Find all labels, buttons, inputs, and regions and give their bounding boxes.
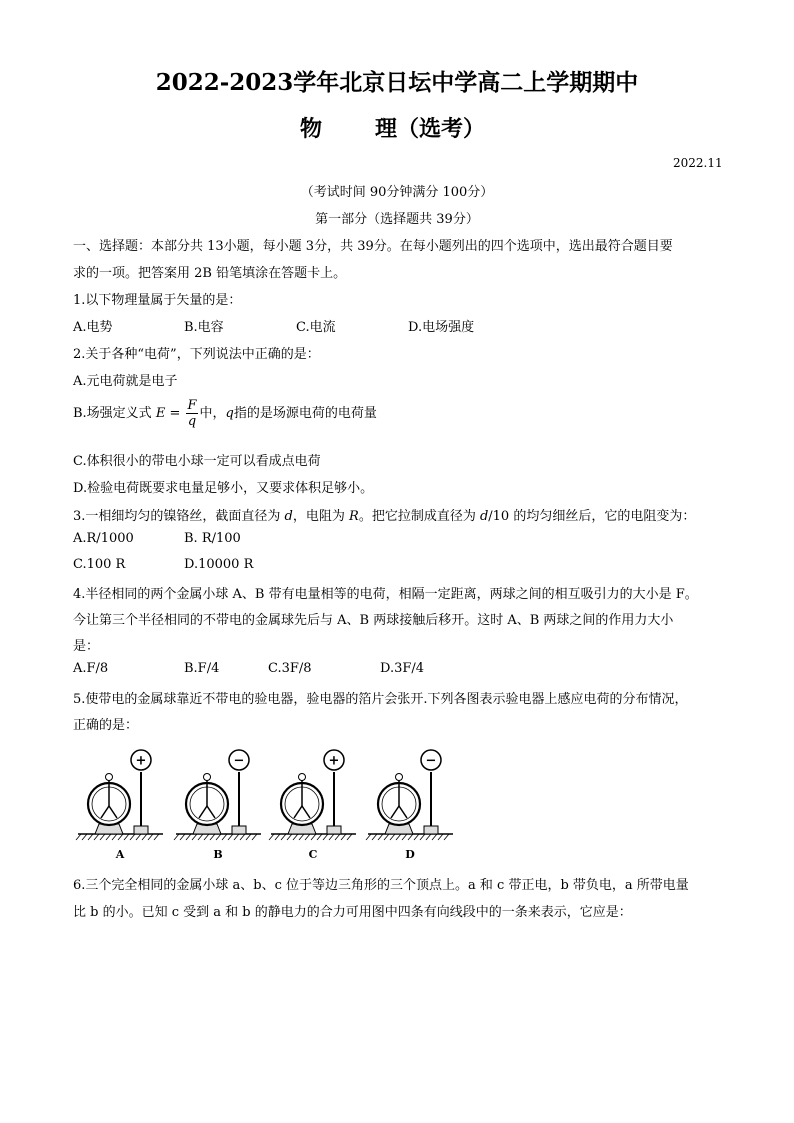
ground-hatch xyxy=(269,834,274,840)
figure-label-a: A xyxy=(115,848,125,861)
ground-hatch xyxy=(372,834,377,840)
charged-ball-sign: + xyxy=(135,753,147,769)
ground-hatch xyxy=(222,834,227,840)
ground-hatch xyxy=(329,834,334,840)
q3-option-a: A.R/1000 xyxy=(73,531,134,546)
ground-hatch xyxy=(130,834,135,840)
q2-option-b-mid: 中， xyxy=(199,406,226,421)
q3-stem xyxy=(73,505,695,524)
q1-stem: 1.以下物理量属于矢量的是： xyxy=(73,293,242,308)
figure-label-b: B xyxy=(213,848,223,861)
q1-option-c: C.电流 xyxy=(296,320,336,335)
ground-hatch xyxy=(112,834,117,840)
q4-options xyxy=(0,661,794,679)
ground-hatch xyxy=(384,834,389,840)
q5-line1: 5.使带电的金属球靠近不带电的验电器，验电器的箔片会张开.下列各图表示验电器上感应电荷的分布情况， xyxy=(73,692,688,707)
q3-options-row2 xyxy=(0,557,794,575)
q3-stem-part3: 。把它拉制成直径为 xyxy=(358,509,480,524)
ground-hatch xyxy=(216,834,221,840)
q2-formula-numerator: F xyxy=(187,398,197,413)
q2-option-b-var: q xyxy=(225,406,234,421)
electroscope-b xyxy=(174,750,261,861)
ground-hatch xyxy=(228,834,233,840)
electroscope-a xyxy=(76,750,163,861)
ground-hatch xyxy=(136,834,141,840)
ground-hatch xyxy=(100,834,105,840)
section-instruction-line2: 求的一项。把答案用 2B 铅笔填涂在答题卡上。 xyxy=(73,266,347,281)
part-title: 第一部分（选择题共 39分） xyxy=(315,212,479,227)
ground-hatch xyxy=(82,834,87,840)
q2-option-d: D.检验电荷既要求电量足够小，又要求体积足够小。 xyxy=(73,481,374,496)
q2-formula-lhs: E = xyxy=(155,406,185,421)
charged-ball-sign: − xyxy=(233,753,245,769)
ground-hatch xyxy=(438,834,443,840)
ground-hatch xyxy=(402,834,407,840)
q4-line3: 是： xyxy=(73,639,100,654)
exam-title: 2022-2023学年北京日坛中学高二上学期期中 xyxy=(155,69,639,96)
electroscope-knob xyxy=(106,774,113,781)
ground-hatch xyxy=(246,834,251,840)
q6-line2: 比 b 的小。已知 c 受到 a 和 b 的静电力的合力可用图中四条有向线段中的一条来表示，它应是： xyxy=(73,905,632,920)
ground-hatch xyxy=(76,834,81,840)
ground-hatch xyxy=(366,834,371,840)
stand-base xyxy=(327,826,341,834)
q3-stem-part4: /10 的均匀细丝后，它的电阻变为： xyxy=(488,509,696,524)
q3-stem-part1: 3.一相细均匀的镍铬丝，截面直径为 xyxy=(73,509,285,524)
ground-hatch xyxy=(180,834,185,840)
electroscope-knob xyxy=(396,774,403,781)
ground-hatch xyxy=(192,834,197,840)
q1-options xyxy=(0,316,794,334)
ground-hatch xyxy=(252,834,257,840)
ground-hatch xyxy=(408,834,413,840)
q6-line1: 6.三个完全相同的金属小球 a、b、c 位于等边三角形的三个顶点上。a 和 c 带正电，b 带负电，a 所带电量 xyxy=(73,878,689,893)
electroscope-knob xyxy=(299,774,306,781)
stand-base xyxy=(424,826,438,834)
q3-options-row1 xyxy=(0,531,794,549)
ground-hatch xyxy=(88,834,93,840)
ground-hatch xyxy=(341,834,346,840)
electroscope-c xyxy=(269,750,356,861)
ground-hatch xyxy=(198,834,203,840)
ground-hatch xyxy=(240,834,245,840)
q3-var-d: d xyxy=(284,509,293,524)
ground-hatch xyxy=(275,834,280,840)
q3-option-b: B. R/100 xyxy=(184,531,241,546)
ground-hatch xyxy=(420,834,425,840)
exam-date: 2022.11 xyxy=(673,156,723,170)
ground-hatch xyxy=(311,834,316,840)
section-instruction-line1: 一、选择题：本部分共 13小题，每小题 3分，共 39分。在每小题列出的四个选项中，选出最符合题目要 xyxy=(73,239,673,254)
ground-hatch xyxy=(378,834,383,840)
ground-hatch xyxy=(335,834,340,840)
ground-hatch xyxy=(154,834,159,840)
q2-formula-fraction xyxy=(186,398,197,429)
exam-info: （考试时间 90分钟满分 100分） xyxy=(300,185,494,200)
ground-hatch xyxy=(396,834,401,840)
electroscope-knob xyxy=(204,774,211,781)
stand-base xyxy=(134,826,148,834)
q2-option-b-suffix: 指的是场源电荷的电荷量 xyxy=(233,406,377,421)
ground-hatch xyxy=(210,834,215,840)
electroscope-d xyxy=(366,750,453,861)
q4-option-a: A.F/8 xyxy=(73,661,109,676)
electroscope-figure xyxy=(73,744,453,864)
ground-hatch xyxy=(444,834,449,840)
q1-option-b: B.电容 xyxy=(184,320,224,335)
figure-label-d: D xyxy=(405,848,415,861)
charged-ball-sign: + xyxy=(328,753,340,769)
ground-hatch xyxy=(287,834,292,840)
q4-line1: 4.半径相同的两个金属小球 A、B 带有电量相等的电荷，相隔一定距离，两球之间的相互吸引力的大小是 F。 xyxy=(73,587,698,602)
figure-label-c: C xyxy=(308,848,318,861)
ground-hatch xyxy=(234,834,239,840)
stand-base xyxy=(232,826,246,834)
q5-line2: 正确的是： xyxy=(73,718,139,733)
ground-hatch xyxy=(148,834,153,840)
ground-hatch xyxy=(281,834,286,840)
ground-hatch xyxy=(124,834,129,840)
q2-option-b xyxy=(73,398,377,429)
q4-option-c: C.3F/8 xyxy=(268,661,312,676)
ground-hatch xyxy=(323,834,328,840)
q2-formula-denominator: q xyxy=(187,414,197,429)
ground-hatch xyxy=(299,834,304,840)
q3-option-d: D.10000 R xyxy=(184,557,254,572)
subject-right: 理（选考） xyxy=(375,116,486,142)
ground-hatch xyxy=(142,834,147,840)
ground-hatch xyxy=(414,834,419,840)
charged-ball-sign: − xyxy=(425,753,437,769)
q4-option-b: B.F/4 xyxy=(184,661,220,676)
q3-option-c: C.100 R xyxy=(73,557,126,572)
ground-hatch xyxy=(186,834,191,840)
q2-option-c: C.体积很小的带电小球一定可以看成点电荷 xyxy=(73,454,321,469)
q1-option-a: A.电势 xyxy=(73,320,113,335)
q4-line2: 今让第三个半径相同的不带电的金属球先后与 A、B 两球接触后移开。这时 A、B 两球之间的作用力大小 xyxy=(73,613,674,628)
ground-hatch xyxy=(317,834,322,840)
ground-hatch xyxy=(293,834,298,840)
q3-stem-part2: ，电阻为 xyxy=(292,509,350,524)
q3-var-r: R xyxy=(349,509,359,524)
q2-option-b-prefix: B.场强定义式 xyxy=(73,406,156,421)
ground-hatch xyxy=(118,834,123,840)
ground-hatch xyxy=(94,834,99,840)
ground-hatch xyxy=(305,834,310,840)
q4-option-d: D.3F/4 xyxy=(380,661,425,676)
q1-option-d: D.电场强度 xyxy=(408,320,475,335)
q2-stem: 2.关于各种“电荷”，下列说法中正确的是： xyxy=(73,347,320,362)
q2-option-a: A.元电荷就是电子 xyxy=(73,374,178,389)
q3-var-d2: d xyxy=(479,509,489,524)
ground-hatch xyxy=(390,834,395,840)
ground-hatch xyxy=(174,834,179,840)
ground-hatch xyxy=(347,834,352,840)
ground-hatch xyxy=(426,834,431,840)
subject-left: 物 xyxy=(300,116,323,142)
ground-hatch xyxy=(432,834,437,840)
ground-hatch xyxy=(106,834,111,840)
ground-hatch xyxy=(204,834,209,840)
